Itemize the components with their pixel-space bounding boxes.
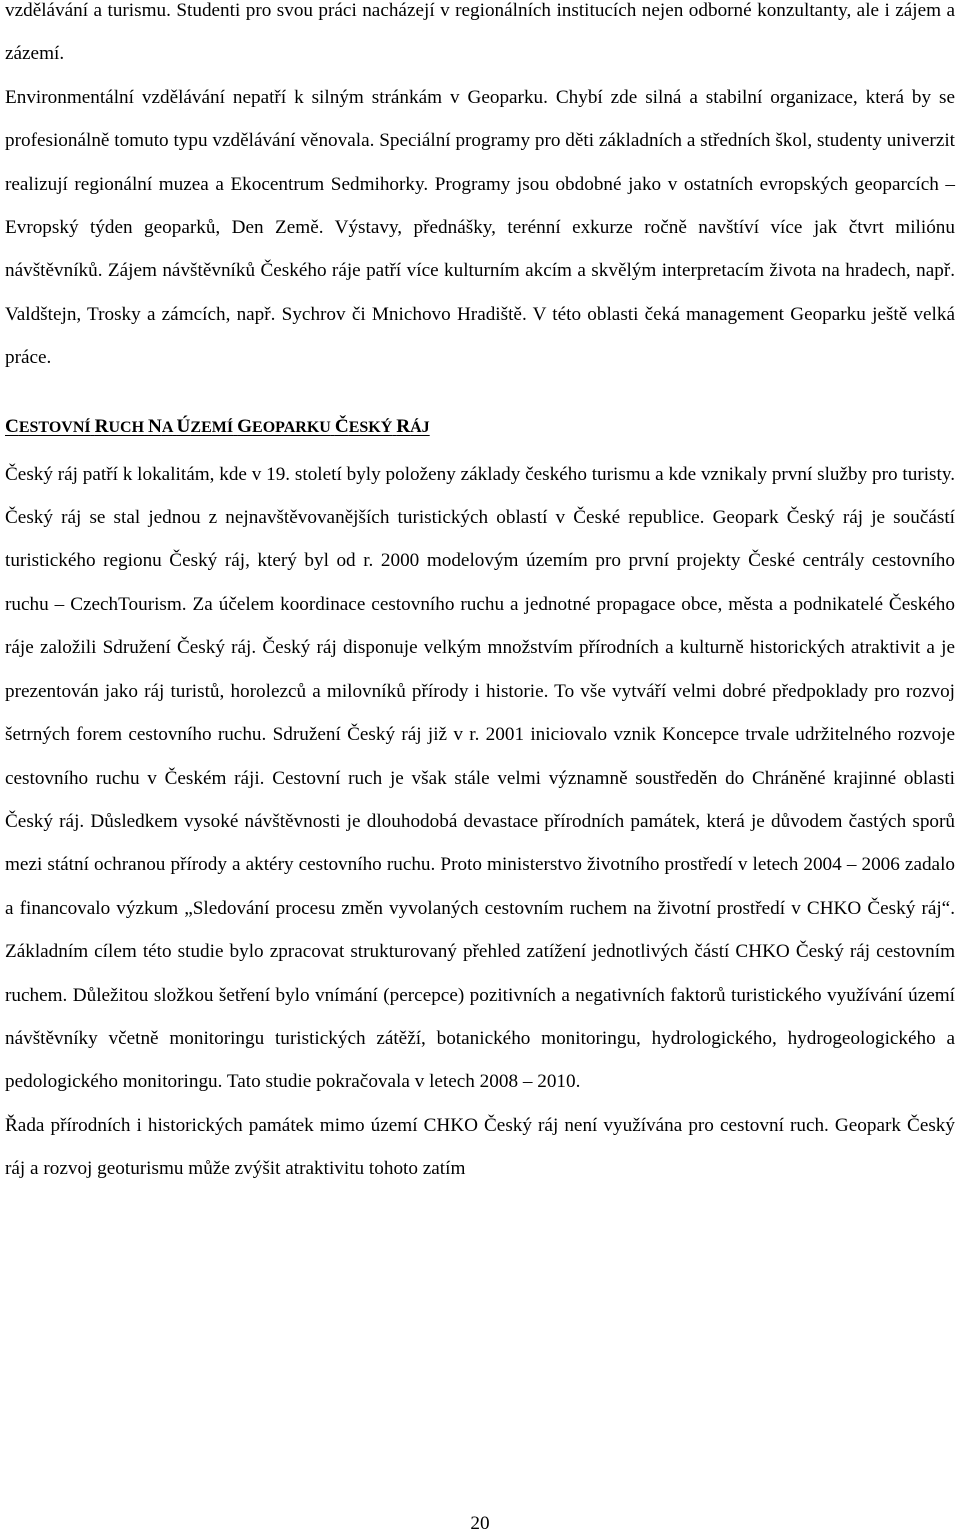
document-page bbox=[5, 0, 955, 1191]
paragraph-education-intro: vzdělávání a turismu. Studenti pro svou práci nacházejí v regionálních institucích nejen odborné konzultanty, ale i zájem a zázemí. bbox=[5, 0, 955, 65]
page-number: 20 bbox=[470, 1513, 490, 1534]
section-heading-text: CESTOVNÍ RUCH NA ÚZEMÍ GEOPARKU ČESKÝ RÁJ bbox=[5, 415, 430, 437]
paragraph-tourism: Český ráj patří k lokalitám, kde v 19. století byly položeny základy českého turismu a kde vznikaly první služby pro turisty. Český ráj se stal jednou z nejnavštěvovanějších turistických oblastí v České republice. Geopark Český ráj je součástí turistického regionu Český ráj, který byl od r. 2000 modelovým územím pro první projekty České centrály cestovního ruchu – CzechTourism. Za účelem koordinace cestovního ruchu a jednotné propagace obce, města a podnikatelé Českého ráje založili Sdružení Český ráj. Český ráj disponuje velkým množstvím přírodních a kulturně historických atraktivit a je prezentován jako ráj turistů, horolezců a milovníků přírody i historie. To vše vytváří velmi dobré předpoklady pro rozvoj šetrných forem cestovního ruchu. Sdružení Český ráj již v r. 2001 iniciovalo vznik Koncepce trvale udržitelného rozvoje cestovního ruchu v Českém ráji. Cestovní ruch je však stále velmi významně soustředěn do Chráněné krajinné oblasti Český ráj. Důsledkem vysoké návštěvnosti je dlouhodobá devastace přírodních památek, která je důvodem častých sporů mezi státní ochranou přírody a aktéry cestovního ruchu. Proto ministerstvo životního prostředí v letech 2004 – 2006 zadalo a financovalo výzkum „Sledování procesu změn vyvolaných cestovním ruchem na životní prostředí v CHKO Český ráj“. Základním cílem této studie bylo zpracovat strukturovaný přehled zatížení jednotlivých částí CHKO Český ráj cestovním ruchem. Důležitou složkou šetření bylo vnímání (percepce) pozitivních a negativních faktorů turistického využívání území návštěvníky včetně monitoringu turistických zátěží, botanického monitoringu, hydrologického, hydrogeologického a pedologického monitoringu. Tato studie pokračovala v letech 2008 – 2010. bbox=[5, 463, 955, 1093]
paragraph-environmental-education: Environmentální vzdělávání nepatří k silným stránkám v Geoparku. Chybí zde silná a stabilní organizace, která by se profesionálně tomuto typu vzdělávání věnovala. Speciální programy pro děti základních a středních škol, studenty univerzit realizují regionální muzea a Ekocentrum Sedmihorky. Programy jsou obdobné jako v ostatních evropských geoparcích – Evropský týden geoparků, Den Země. Výstavy, přednášky, terénní exkurze ročně navštíví více jak čtvrt miliónu návštěvníků. Zájem návštěvníků Českého ráje patří více kulturním akcím a skvělým interpretacím života na hradech, např. Valdštejn, Trosky a zámcích, např. Sychrov či Mnichovo Hradiště. V této oblasti čeká management Geoparku ještě velká práce. bbox=[5, 86, 955, 369]
paragraph-monuments: Řada přírodních i historických památek mimo území CHKO Český ráj není využívána pro cestovní ruch. Geopark Český ráj a rozvoj geoturismu může zvýšit atraktivitu tohoto zatím bbox=[5, 1114, 955, 1180]
section-heading bbox=[5, 412, 955, 443]
